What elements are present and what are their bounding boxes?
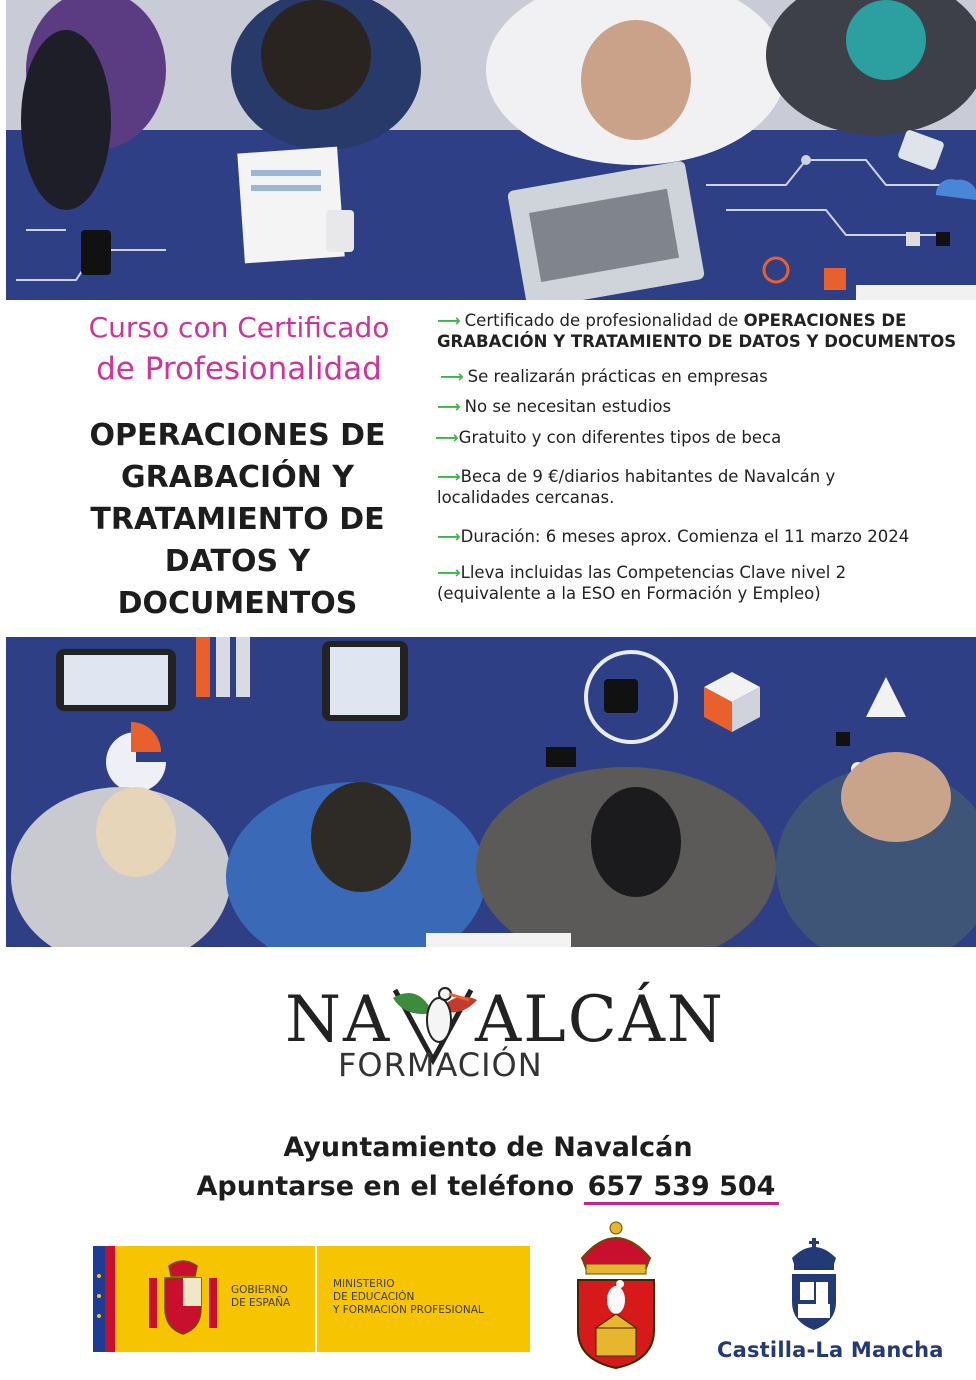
navalcan-shield-icon (572, 1218, 660, 1370)
gov-divider (315, 1246, 317, 1352)
kicker-line-2: de Profesionalidad (96, 351, 382, 387)
course-type-kicker-2 (44, 350, 434, 388)
course-title-line-5: DOCUMENTOS (117, 586, 358, 621)
course-title-line-2: GRABACIÓN Y (121, 460, 354, 495)
course-type-kicker (44, 311, 434, 345)
region-label: Castilla-La Mancha (717, 1338, 944, 1362)
bullet-estudios: ⟶ No se necesitan estudios (437, 397, 672, 416)
navalcan-formacion-logo (285, 985, 725, 1095)
logo-word-left: NA (285, 983, 392, 1057)
middle-photo-banner (6, 637, 976, 947)
course-title-line-4: DATOS Y (164, 544, 311, 579)
bullet-beca: ⟶Beca de 9 €/diarios habitantes de Navalcán y localidades cercanas. (437, 467, 836, 507)
logo-word-right: ALCÁN (475, 983, 725, 1057)
arrow-right-icon: ⟶ (437, 527, 461, 546)
arrow-right-icon: ⟶ (437, 311, 461, 330)
bullet-competencias: ⟶Lleva incluidas las Competencias Clave nivel 2 (equivalente a la ESO en Formación y Empleo) (437, 563, 847, 603)
logo-subtitle: FORMACIÓN (338, 1046, 543, 1084)
arrow-right-icon: ⟶ (437, 467, 461, 486)
castilla-la-mancha-logo-icon (786, 1236, 842, 1332)
spain-coat-of-arms-icon (145, 1258, 221, 1338)
gov-label: GOBIERNO DE ESPAÑA (231, 1284, 291, 1309)
arrow-right-icon: ⟶ (437, 563, 461, 582)
bullet-certificate: ⟶ Certificado de profesionalidad de OPERACIONES DE GRABACIÓN Y TRATAMIENTO DE DATOS Y DOCUMENTOS (437, 311, 957, 351)
kicker-line-1: Curso con Certificado (88, 311, 390, 344)
gobierno-espana-logo (93, 1246, 530, 1352)
bullet-gratuito: ⟶Gratuito y con diferentes tipos de beca (435, 428, 782, 447)
ministry-label: MINISTERIO DE EDUCACIÓN Y FORMACIÓN PROFESIONAL (333, 1278, 484, 1316)
top-photo-banner (6, 0, 976, 300)
course-title-line-1: OPERACIONES DE (89, 418, 386, 453)
phone-number[interactable]: 657 539 504 (584, 1171, 780, 1205)
bullet-duracion: ⟶Duración: 6 meses aprox. Comienza el 11 marzo 2024 (437, 527, 910, 546)
organizer-line: Ayuntamiento de Navalcán (283, 1132, 693, 1163)
arrow-right-icon: ⟶ (437, 397, 461, 416)
signup-line: Apuntarse en el teléfono 657 539 504 (0, 1170, 976, 1204)
course-title-line-3: TRATAMIENTO DE (90, 502, 385, 537)
course-title (60, 415, 415, 625)
arrow-right-icon: ⟶ (435, 428, 459, 447)
bullet-practicas: ⟶ Se realizarán prácticas en empresas (440, 367, 768, 386)
eu-spain-flag-icon (93, 1246, 129, 1352)
arrow-right-icon: ⟶ (440, 367, 464, 386)
